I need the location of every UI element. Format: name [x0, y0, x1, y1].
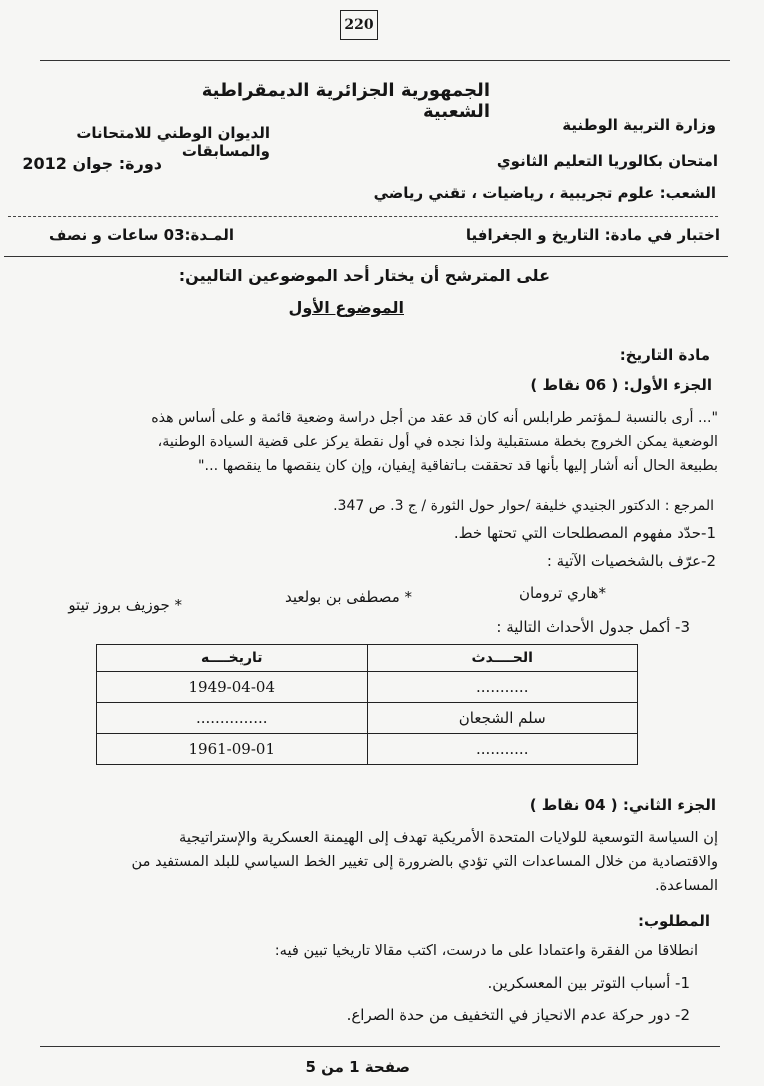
duration: المـدة:03 ساعات و نصف: [49, 226, 234, 244]
part2-title: الجزء الثاني: ( 04 نقاط ): [529, 796, 716, 814]
part2-line-1: إن السياسة التوسعية للولايات المتحدة الأمريكية تهدف إلى الهيمنة العسكرية والإستراتيجية: [179, 829, 718, 846]
header-event: الحــــدث: [367, 645, 638, 672]
part2-item-2: 2- دور حركة عدم الانحياز في التخفيف من حدة الصراع.: [346, 1006, 690, 1024]
footer-rule: [40, 1046, 720, 1047]
question-3: 3- أكمل جدول الأحداث التالية :: [496, 618, 690, 636]
part2-line-3: المساعدة.: [654, 877, 718, 894]
page-number-box: 220: [340, 10, 378, 40]
question-2: 2-عرّف بالشخصيات الآتية :: [546, 552, 716, 570]
top-rule: [40, 60, 730, 61]
reference: المرجع : الدكتور الجنيدي خليفة /حوار حول الثورة / ج 3. ص 347.: [333, 498, 714, 514]
header-date: تاريخــــه: [97, 645, 368, 672]
cell-event: سلم الشجعان: [367, 703, 638, 734]
cell-date: 1961-09-01: [97, 734, 368, 765]
republic-title: الجمهورية الجزائرية الديمقراطية الشعبية: [201, 80, 490, 122]
exam-session: دورة: جوان 2012: [22, 154, 162, 173]
instructions: على المترشح أن يختار أحد الموضوعين التاليين:: [178, 266, 550, 285]
cell-event: ...........: [367, 672, 638, 703]
events-table: [96, 644, 638, 765]
person-3: * جوزيف بروز تيتو: [68, 596, 182, 614]
quote: [4, 406, 718, 478]
quote-line-2: الوضعية يمكن الخروج بخطة مستقبلية ولذا نجده في أول نقطة يركز على قضية السيادة الوطنية،: [157, 434, 718, 450]
part2-item-1: 1- أسباب التوتر بين المعسكرين.: [487, 974, 690, 992]
topic-title: الموضوع الأول: [288, 298, 404, 317]
page-footer: صفحة 1 من 5: [305, 1058, 410, 1076]
ministry-name: وزارة التربية الوطنية: [562, 116, 716, 134]
exam-office: الديوان الوطني للامتحانات والمسابقات: [76, 124, 270, 160]
person-2: * مصطفى بن بولعيد: [285, 588, 412, 606]
quote-line-1: "... أرى بالنسبة لـمؤتمر طرابلس أنه كان قد عقد من أجل دراسة وضعية قائمة و على أساس هذه: [151, 410, 718, 426]
part2-instruction: انطلاقا من الفقرة واعتمادا على ما درست، اكتب مقالا تاريخيا تبين فيه:: [274, 942, 698, 959]
header-divider: [8, 216, 718, 217]
table-row: [97, 703, 638, 734]
exam-name: امتحان بكالوريا التعليم الثانوي: [496, 152, 718, 170]
table-row: [97, 672, 638, 703]
part2-text: [10, 826, 718, 898]
cell-date: 1949-04-04: [97, 672, 368, 703]
part1-title: الجزء الأول: ( 06 نقاط ): [530, 376, 712, 394]
streams: الشعب: علوم تجريبية ، رياضيات ، تقني رياضي: [373, 184, 716, 202]
table-row: [97, 734, 638, 765]
subject-divider: [4, 256, 728, 257]
part2-line-2: والاقتصادية من خلال المساعدات التي تؤدي بالضرورة إلى تغيير الخط السياسي للبلد المستفيد من: [131, 853, 718, 870]
subject: اختبار في مادة: التاريخ و الجغرافيا: [465, 226, 720, 244]
person-1: *هاري ترومان: [518, 584, 606, 602]
table-header-row: [97, 645, 638, 672]
question-1: 1-حدّد مفهوم المصطلحات التي تحتها خط.: [453, 524, 716, 542]
cell-date: ...............: [97, 703, 368, 734]
history-label: مادة التاريخ:: [619, 346, 710, 364]
required-label: المطلوب:: [637, 912, 710, 930]
cell-event: ...........: [367, 734, 638, 765]
quote-line-3: بطبيعة الحال أنه أشار إليها بأنها قد تحققت بـاتفاقية إيفيان، وإن كان ينقصها ما ينقصها ...": [198, 458, 718, 474]
